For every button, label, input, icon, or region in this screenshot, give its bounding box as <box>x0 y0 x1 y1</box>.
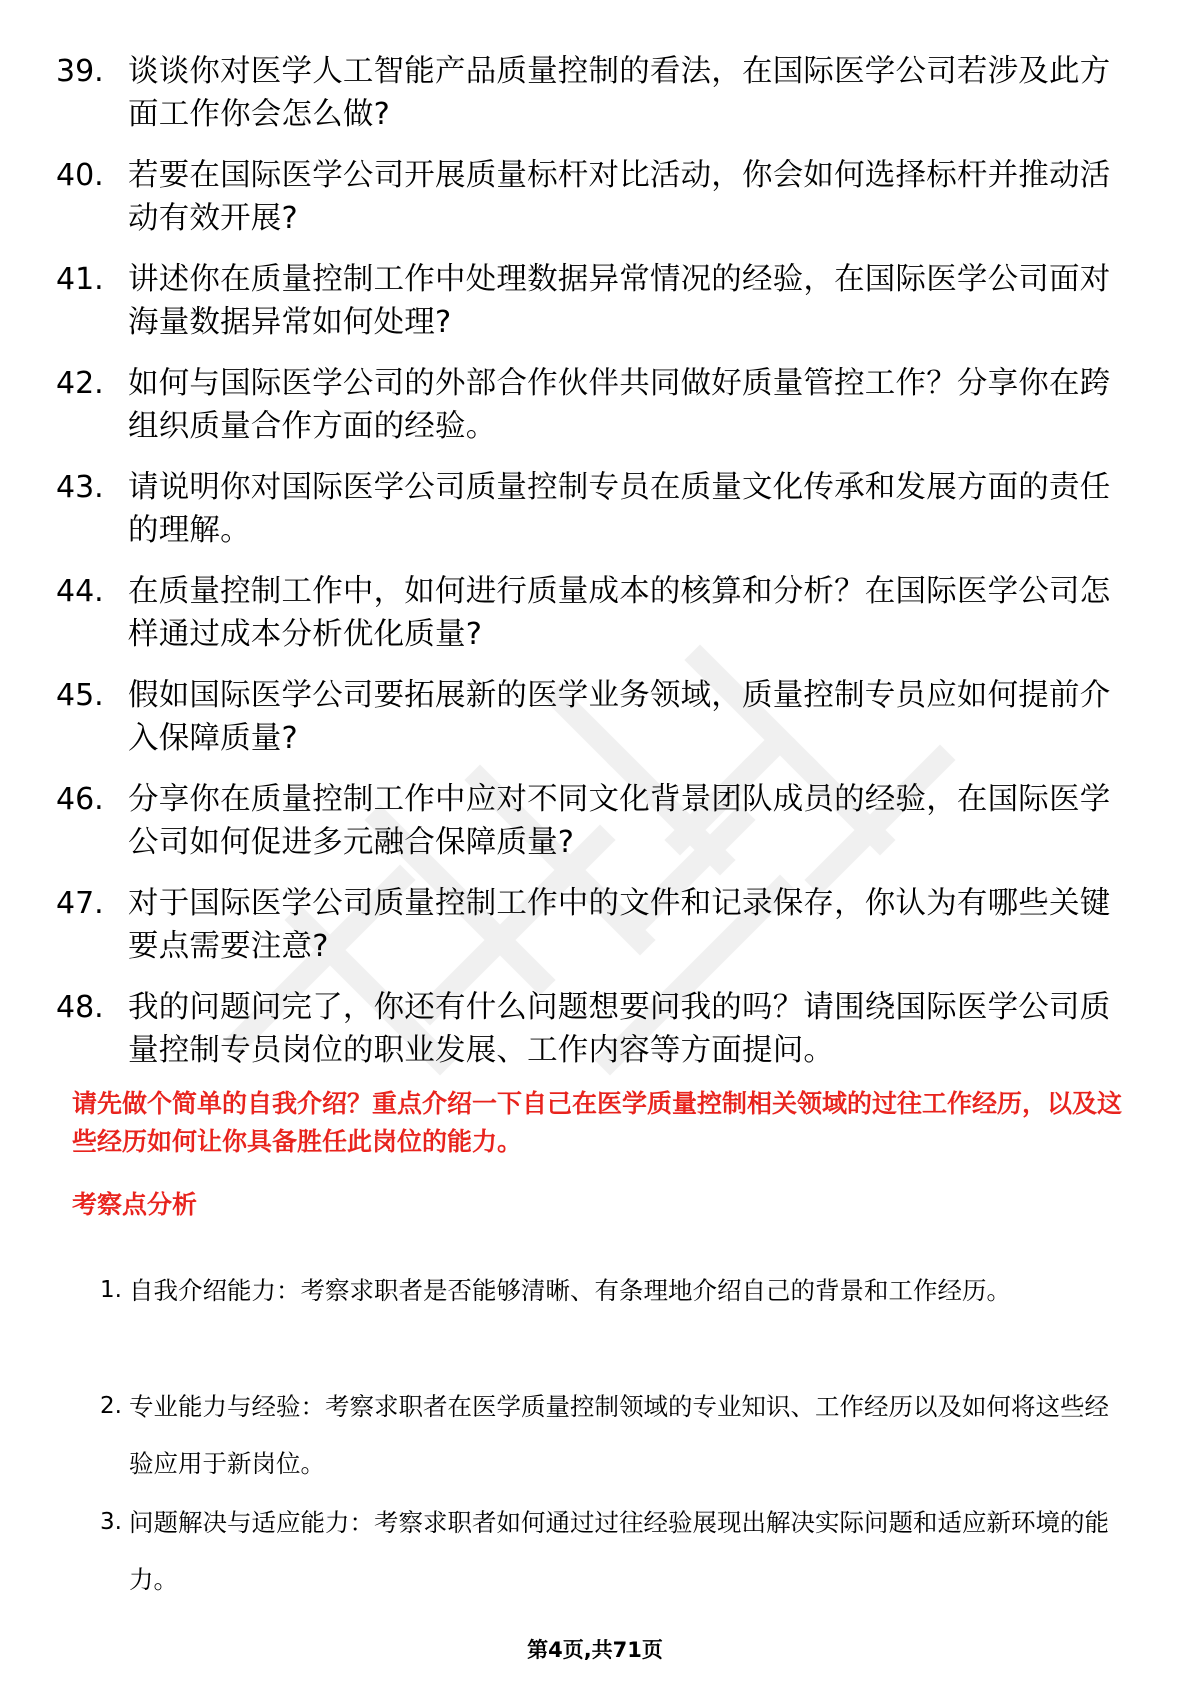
question-item <box>56 986 1116 1090</box>
page-footer: 第4页,共71页 <box>527 1638 663 1662</box>
question-number: 42. <box>56 366 104 401</box>
analysis-text: 自我介绍能力：考察求职者是否能够清晰、有条理地介绍自己的背景和工作经历。 <box>129 1276 1011 1305</box>
analysis-number: 3. <box>100 1509 122 1535</box>
question-text: 如何与国际医学公司的外部合作伙伴共同做好质量管控工作？分享你在跨组织质量合作方面的经验。 <box>128 366 1111 444</box>
analysis-item <box>82 1378 1112 1494</box>
question-item <box>56 778 1116 882</box>
question-list <box>56 50 1116 1090</box>
question-text: 谈谈你对医学人工智能产品质量控制的看法，在国际医学公司若涉及此方面工作你会怎么做? <box>128 54 1111 132</box>
question-text: 在质量控制工作中，如何进行质量成本的核算和分析？在国际医学公司怎样通过成本分析优化质量? <box>128 574 1111 652</box>
analysis-number: 1. <box>100 1277 122 1303</box>
question-item <box>56 466 1116 570</box>
question-number: 45. <box>56 678 104 713</box>
question-text: 假如国际医学公司要拓展新的医学业务领域，质量控制专员应如何提前介入保障质量? <box>128 678 1111 756</box>
question-number: 40. <box>56 158 104 193</box>
question-number: 41. <box>56 262 104 297</box>
question-text: 讲述你在质量控制工作中处理数据异常情况的经验，在国际医学公司面对海量数据异常如何处理? <box>128 262 1111 340</box>
question-text: 分享你在质量控制工作中应对不同文化背景团队成员的经验，在国际医学公司如何促进多元融合保障质量? <box>128 782 1111 860</box>
question-item <box>56 362 1116 466</box>
question-item <box>56 258 1116 362</box>
question-item <box>56 570 1116 674</box>
analysis-item <box>82 1262 1112 1378</box>
question-item <box>56 882 1116 986</box>
analysis-item <box>82 1494 1112 1610</box>
section-heading: 考察点分析 <box>72 1190 198 1219</box>
analysis-list <box>82 1262 1112 1610</box>
question-number: 47. <box>56 886 104 921</box>
question-text: 请说明你对国际医学公司质量控制专员在质量文化传承和发展方面的责任的理解。 <box>128 470 1111 548</box>
highlighted-question: 请先做个简单的自我介绍？重点介绍一下自己在医学质量控制相关领域的过往工作经历，以及这些经历如何让你具备胜任此岗位的能力。 <box>72 1089 1123 1156</box>
analysis-number: 2. <box>100 1393 122 1419</box>
question-number: 39. <box>56 54 104 89</box>
question-number: 46. <box>56 782 104 817</box>
question-number: 43. <box>56 470 104 505</box>
question-item <box>56 674 1116 778</box>
analysis-text: 专业能力与经验：考察求职者在医学质量控制领域的专业知识、工作经历以及如何将这些经验应用于新岗位。 <box>129 1392 1109 1478</box>
question-text: 对于国际医学公司质量控制工作中的文件和记录保存，你认为有哪些关键要点需要注意? <box>128 886 1111 964</box>
question-text: 我的问题问完了，你还有什么问题想要问我的吗？请围绕国际医学公司质量控制专员岗位的职业发展、工作内容等方面提问。 <box>128 990 1111 1068</box>
question-number: 44. <box>56 574 104 609</box>
question-number: 48. <box>56 990 104 1025</box>
question-item <box>56 154 1116 258</box>
question-item <box>56 50 1116 154</box>
analysis-text: 问题解决与适应能力：考察求职者如何通过过往经验展现出解决实际问题和适应新环境的能力。 <box>129 1508 1109 1594</box>
question-text: 若要在国际医学公司开展质量标杆对比活动，你会如何选择标杆并推动活动有效开展? <box>128 158 1111 236</box>
